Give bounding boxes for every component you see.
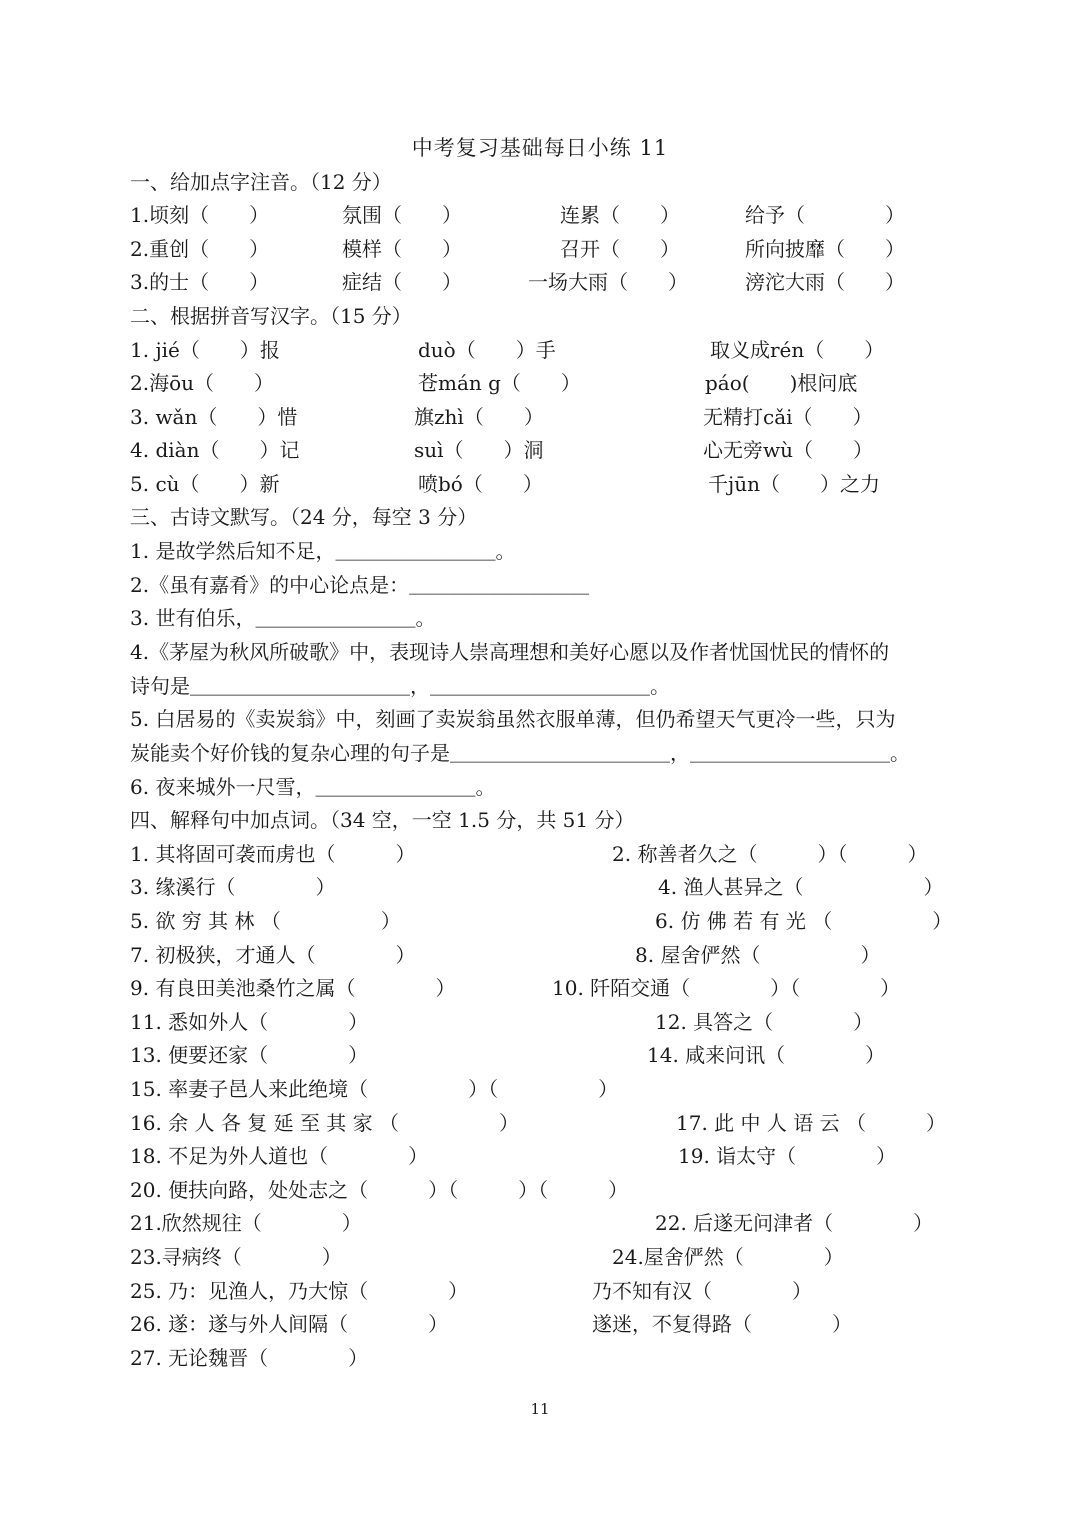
- s4-row: [0, 873, 1080, 907]
- s4-item: 11. 悉如外人（ ）: [130, 1010, 369, 1034]
- s3-line: 1. 是故学然后知不足，＿＿＿＿＿＿＿＿。: [130, 539, 516, 563]
- s4-item: 3. 缘溪行（ ）: [130, 875, 336, 899]
- s4-item: 16. 余 人 各 复 延 至 其 家 （ ）: [130, 1111, 520, 1135]
- s2-item: 千jūn（ ）之力: [708, 472, 880, 496]
- s4-item: 4. 渔人甚异之（ ）: [658, 875, 944, 899]
- s1-row: [0, 235, 1080, 269]
- s4-item: 遂迷，不复得路（ ）: [592, 1312, 852, 1336]
- s3-line: 4.《茅屋为秋风所破歌》中，表现诗人崇高理想和美好心愿以及作者忧国忧民的情怀的: [130, 640, 890, 664]
- s4-row: [0, 1277, 1080, 1311]
- s4-item: 乃不知有汉（ ）: [592, 1279, 812, 1303]
- s4-item: 14. 咸来问讯（ ）: [647, 1043, 886, 1067]
- s2-item: 苍mán g（ ）: [418, 371, 581, 395]
- s4-item: 7. 初极狭，才通人（ ）: [130, 943, 416, 967]
- s4-item: 26. 遂：遂与外人间隔（ ）: [130, 1312, 449, 1336]
- s1-item: 2.重创（ ）: [130, 237, 270, 261]
- s4-item: 10. 阡陌交通（ ）（ ）: [552, 976, 901, 1000]
- s4-item: 1. 其将固可袭而虏也（ ）: [130, 842, 416, 866]
- section-1-heading: 一、给加点字注音。（12 分）: [130, 170, 392, 194]
- s2-item: páo( )根问底: [705, 371, 858, 395]
- s4-item: 12. 具答之（ ）: [655, 1010, 874, 1034]
- s1-item: 所向披靡（ ）: [745, 237, 905, 261]
- s4-item: 6. 仿 佛 若 有 光 （ ）: [655, 909, 953, 933]
- s4-item: 13. 便要还家（ ）: [130, 1043, 369, 1067]
- s1-item: 1.顷刻（ ）: [130, 203, 270, 227]
- s4-item: 23.寻病终（ ）: [130, 1245, 342, 1269]
- s2-item: 4. diàn（ ）记: [130, 438, 300, 462]
- section-2-heading: 二、根据拼音写汉字。（15 分）: [130, 304, 412, 328]
- s1-item: 连累（ ）: [560, 203, 680, 227]
- s1-item: 症结（ ）: [342, 270, 462, 294]
- s4-item: 18. 不足为外人道也（ ）: [130, 1144, 429, 1168]
- s2-row: [0, 436, 1080, 470]
- s4-row: [0, 1008, 1080, 1042]
- section-4-heading: 四、解释句中加点词。（34 空，一空 1.5 分，共 51 分）: [130, 808, 635, 832]
- s3-line: 3. 世有伯乐，＿＿＿＿＿＿＿＿。: [130, 606, 436, 630]
- s4-row: [0, 1142, 1080, 1176]
- s2-item: 3. wǎn（ ）惜: [130, 405, 298, 429]
- s1-row: [0, 268, 1080, 302]
- s4-item: 20. 便扶向路，处处志之（ ）（ ）（ ）: [130, 1178, 629, 1202]
- s3-line: 6. 夜来城外一尺雪，＿＿＿＿＿＿＿＿。: [130, 775, 496, 799]
- s2-row: [0, 369, 1080, 403]
- s4-row: [0, 1310, 1080, 1344]
- s1-row: [0, 201, 1080, 235]
- s4-row: [0, 840, 1080, 874]
- s2-row: [0, 403, 1080, 437]
- s1-item: 模样（ ）: [342, 237, 462, 261]
- s4-item: 24.屋舍俨然（ ）: [612, 1245, 844, 1269]
- s4-item: 15. 率妻子邑人来此绝境（ ）（ ）: [130, 1077, 619, 1101]
- s2-item: 取义成rén（ ）: [710, 338, 885, 362]
- s2-item: suì（ ）洞: [414, 438, 544, 462]
- section-3-heading: 三、古诗文默写。（24 分，每空 3 分）: [130, 505, 478, 529]
- s4-row: [0, 974, 1080, 1008]
- s4-row: [0, 941, 1080, 975]
- s1-item: 氛围（ ）: [342, 203, 462, 227]
- s2-item: duò（ ）手: [418, 338, 556, 362]
- s2-item: 喷bó（ ）: [418, 472, 543, 496]
- s3-line: 2.《虽有嘉肴》的中心论点是：＿＿＿＿＿＿＿＿＿: [130, 573, 590, 597]
- s2-item: 5. cù（ ）新: [130, 472, 280, 496]
- page-number: 11: [530, 1400, 550, 1418]
- s1-item: 召开（ ）: [560, 237, 680, 261]
- s1-item: 一场大雨（ ）: [528, 270, 688, 294]
- s4-item: 22. 后遂无问津者（ ）: [655, 1211, 934, 1235]
- s4-item: 17. 此 中 人 语 云 （ ）: [676, 1111, 946, 1135]
- s4-row: [0, 1344, 1080, 1378]
- s4-row: [0, 1109, 1080, 1143]
- s4-item: 2. 称善者久之（ ）（ ）: [612, 842, 928, 866]
- s4-item: 8. 屋舍俨然（ ）: [635, 943, 881, 967]
- s4-item: 21.欣然规往（ ）: [130, 1211, 362, 1235]
- worksheet-title: 中考复习基础每日小练 11: [411, 136, 669, 160]
- s4-item: 25. 乃：见渔人，乃大惊（ ）: [130, 1279, 469, 1303]
- s1-item: 给予（ ）: [745, 203, 905, 227]
- s1-item: 3.的士（ ）: [130, 270, 270, 294]
- s4-item: 9. 有良田美池桑竹之属（ ）: [130, 976, 456, 1000]
- s3-line: 5. 白居易的《卖炭翁》中，刻画了卖炭翁虽然衣服单薄，但仍希望天气更冷一些，只为: [130, 707, 896, 731]
- s2-item: 无精打cǎi（ ）: [703, 405, 873, 429]
- s4-row: [0, 1075, 1080, 1109]
- s2-row: [0, 470, 1080, 504]
- s3-line: 诗句是＿＿＿＿＿＿＿＿＿＿＿，＿＿＿＿＿＿＿＿＿＿＿。: [130, 674, 670, 698]
- s4-row: [0, 1176, 1080, 1210]
- s4-row: [0, 1243, 1080, 1277]
- s2-item: 2.海ōu（ ）: [130, 371, 275, 395]
- s2-row: [0, 336, 1080, 370]
- s4-row: [0, 1209, 1080, 1243]
- s4-item: 19. 诣太守（ ）: [678, 1144, 897, 1168]
- s3-line: 炭能卖个好价钱的复杂心理的句子是＿＿＿＿＿＿＿＿＿＿＿，＿＿＿＿＿＿＿＿＿＿。: [130, 741, 910, 765]
- s2-item: 1. jié（ ）报: [130, 338, 280, 362]
- s4-row: [0, 1041, 1080, 1075]
- s4-item: 27. 无论魏晋（ ）: [130, 1346, 369, 1370]
- s2-item: 旗zhì（ ）: [414, 405, 544, 429]
- s4-row: [0, 907, 1080, 941]
- s2-item: 心无旁wù（ ）: [703, 438, 873, 462]
- s4-item: 5. 欲 穷 其 林 （ ）: [130, 909, 401, 933]
- s1-item: 滂沱大雨（ ）: [745, 270, 905, 294]
